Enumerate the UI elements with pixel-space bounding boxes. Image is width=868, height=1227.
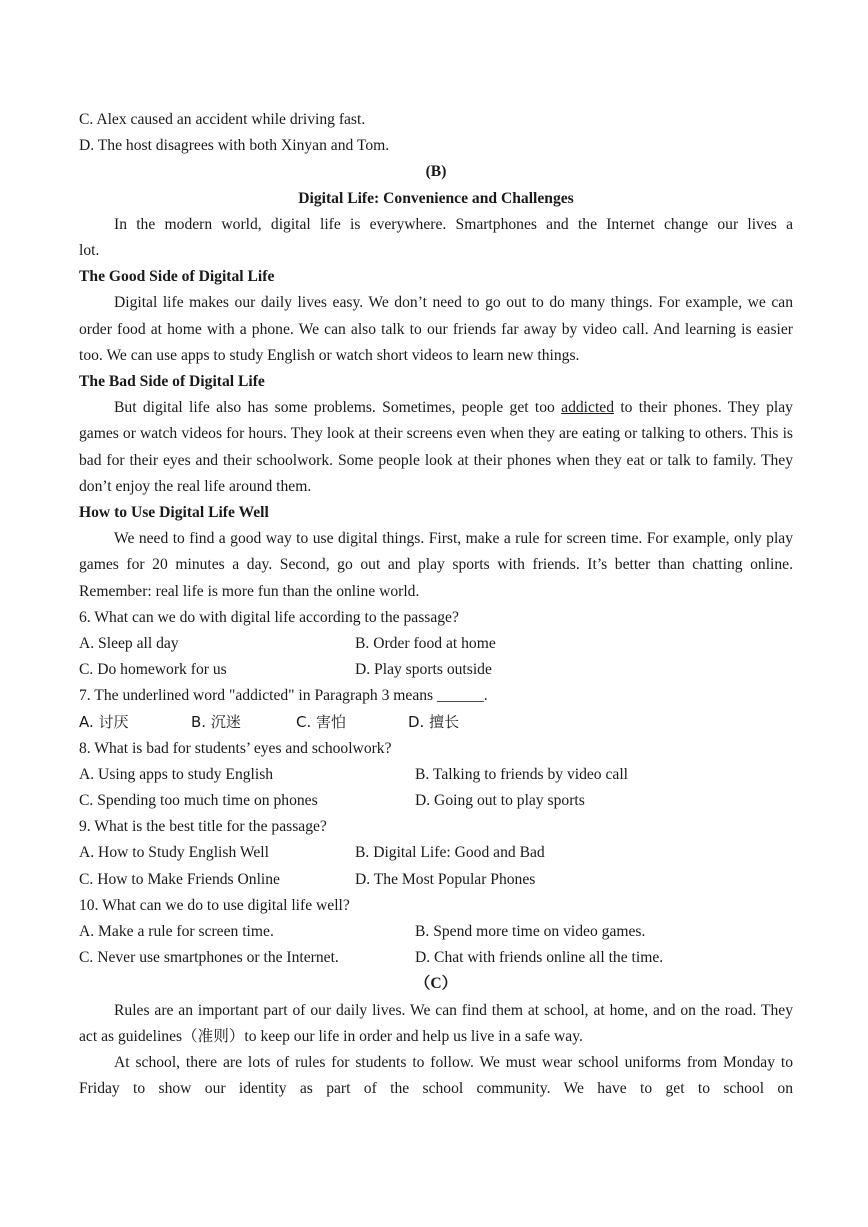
underlined-word: addicted: [561, 399, 614, 417]
heading-good-side: The Good Side of Digital Life: [79, 268, 275, 286]
question-9-options-row-1: [79, 840, 793, 866]
question-10: 10. What can we do to use digital life well?: [79, 896, 350, 914]
paragraph-use-well: We need to find a good way to use digital things. First, make a rule for screen time. For example, only play games for 20 minutes a day. Second, go out and play sports with friends. It’s better than chatting online. Remember: real life is more fun than the online world.: [79, 530, 793, 600]
option-d-prev: D. The host disagrees with both Xinyan and Tom.: [79, 137, 390, 155]
exam-page: [79, 107, 793, 1102]
question-8: 8. What is bad for students’ eyes and schoolwork?: [79, 739, 392, 757]
q8-option-b: B. Talking to friends by video call: [415, 765, 628, 783]
question-6-options-row-2: [79, 657, 793, 683]
intro-line-1: In the modern world, digital life is everywhere. Smartphones and the Internet change our lives a: [114, 215, 793, 233]
section-c-label: （C）: [414, 975, 458, 993]
question-9-options-row-2: [79, 867, 793, 893]
q7-option-a: A. 讨厌: [79, 713, 129, 732]
question-10-options-row-2: [79, 945, 793, 971]
q7-option-b: B. 沉迷: [191, 713, 241, 732]
question-6: 6. What can we do with digital life according to the passage?: [79, 608, 459, 626]
heading-use-well: How to Use Digital Life Well: [79, 503, 269, 521]
q9-option-a: A. How to Study English Well: [79, 844, 269, 862]
q8-option-a: A. Using apps to study English: [79, 765, 274, 783]
intro-line-2: lot.: [79, 241, 100, 259]
question-8-options-row-1: [79, 762, 793, 788]
q9-option-b: B. Digital Life: Good and Bad: [355, 844, 545, 862]
q8-option-c: C. Spending too much time on phones: [79, 792, 318, 810]
q7-option-c: C. 害怕: [296, 713, 347, 732]
q10-option-d: D. Chat with friends online all the time.: [415, 949, 664, 967]
q6-option-c: C. Do homework for us: [79, 661, 227, 679]
heading-bad-side: The Bad Side of Digital Life: [79, 372, 265, 390]
question-10-options-row-1: [79, 919, 793, 945]
question-8-options-row-2: [79, 788, 793, 814]
q10-option-c: C. Never use smartphones or the Internet.: [79, 949, 339, 967]
paragraph-good-side: Digital life makes our daily lives easy. We don’t need to go out to do many things. For example, we can order food at home with a phone. We can also talk to our friends far away by video call. And learning is easier too. We can use apps to study English or watch short videos to learn new things.: [79, 294, 793, 364]
bad-text-after: to their phones. They play games or watch videos for hours. They look at their screens even when they are eating or talking to others. This is bad for their eyes and their schoolwork. Some people look at their phones when they eat or talk to family. They don’t enjoy the real life around them.: [79, 399, 793, 495]
section-b-label: (B): [425, 163, 447, 181]
q10-option-b: B. Spend more time on video games.: [415, 922, 646, 940]
q6-option-b: B. Order food at home: [355, 634, 496, 652]
paragraph-bad-side: [79, 395, 793, 500]
bad-text-before: But digital life also has some problems. Sometimes, people get too: [114, 399, 562, 417]
option-c-prev: C. Alex caused an accident while driving fast.: [79, 111, 366, 128]
section-c-paragraph-2: At school, there are lots of rules for students to follow. We must wear school uniforms from Monday to Friday to show our identity as part of the school community. We have to get to school on: [79, 1053, 793, 1098]
q7-option-d: D. 擅长: [408, 713, 460, 732]
q6-option-a: A. Sleep all day: [79, 634, 179, 652]
question-7-options-row: [79, 709, 793, 735]
section-c-paragraph-1: Rules are an important part of our daily lives. We can find them at school, at home, and on the road. They act as guidelines（准则）to keep our life in order and help us live in a safe way.: [79, 1001, 793, 1045]
question-7: 7. The underlined word "addicted" in Paragraph 3 means ______.: [79, 687, 488, 705]
question-6-options-row-1: [79, 631, 793, 657]
question-9: 9. What is the best title for the passage?: [79, 818, 327, 836]
q9-option-d: D. The Most Popular Phones: [355, 870, 536, 888]
q6-option-d: D. Play sports outside: [355, 661, 492, 679]
q8-option-d: D. Going out to play sports: [415, 792, 585, 810]
q10-option-a: A. Make a rule for screen time.: [79, 922, 274, 940]
passage-title: Digital Life: Convenience and Challenges: [298, 189, 574, 207]
q9-option-c: C. How to Make Friends Online: [79, 870, 280, 888]
